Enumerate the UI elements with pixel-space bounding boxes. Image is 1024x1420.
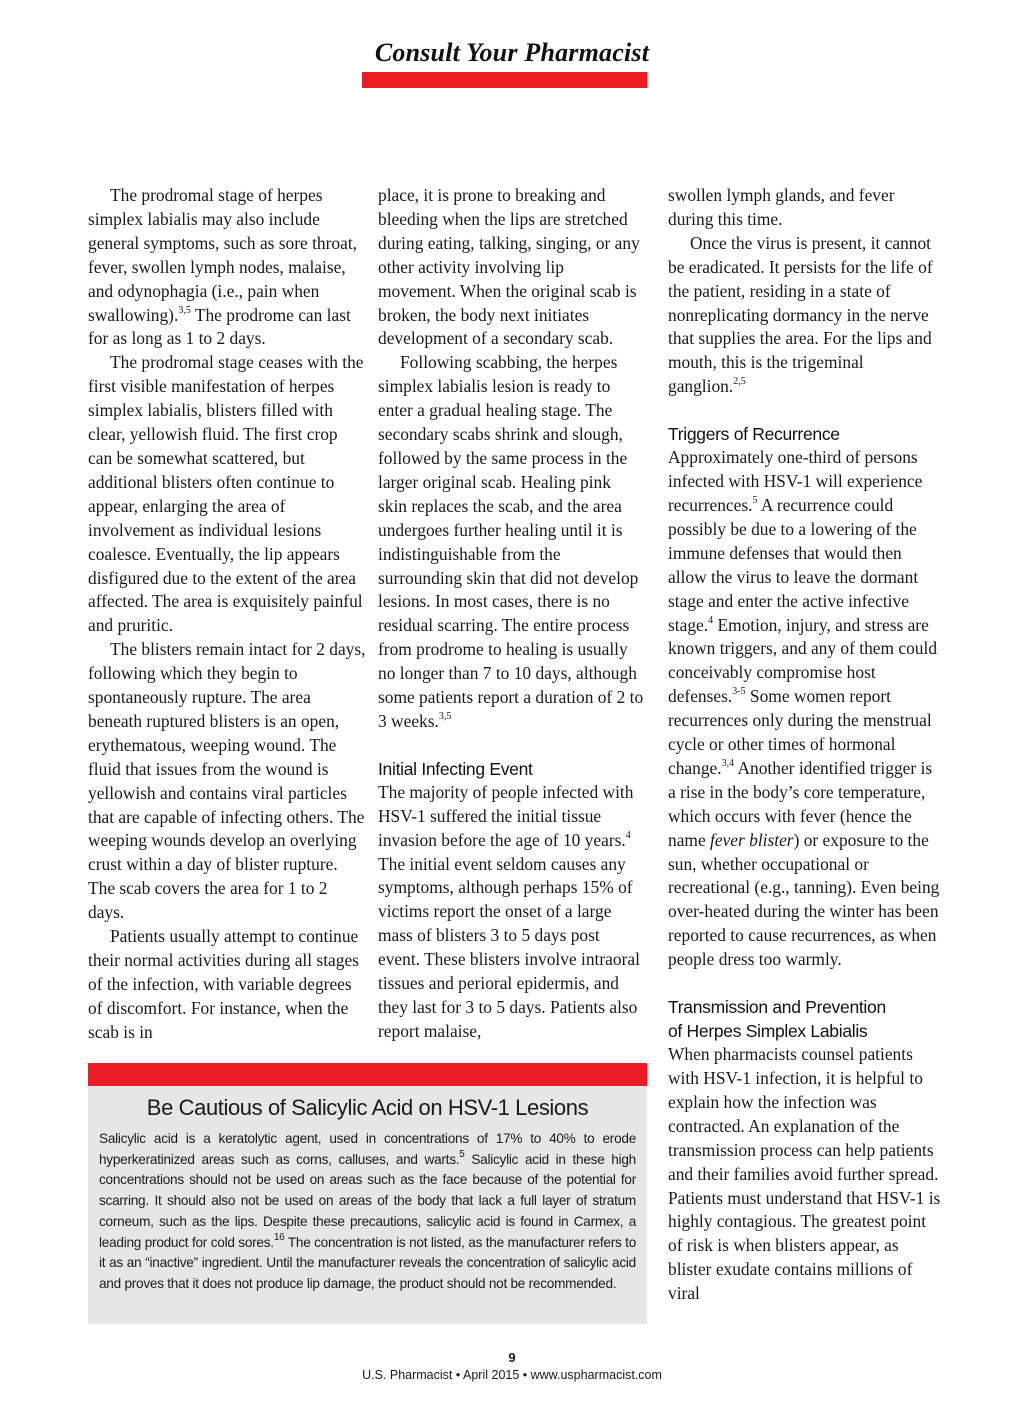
sidebar-accent-bar (88, 1063, 647, 1086)
footer-publication: U.S. Pharmacist • April 2015 • www.uspharmacist.com (362, 1368, 662, 1382)
paragraph: The blisters remain intact for 2 days, following which they begin to spontaneously rupture. The area beneath ruptured blisters is an open, erythematous, weeping wound. The fluid that issues from the wound is yellowish and contains viral particles that are capable of infecting others. The weeping wounds develop an overlying crust within a day of blister rupture. The scab covers the area for 1 to 2 days. (88, 639, 366, 923)
page-title: Consult Your Pharmacist (374, 38, 650, 67)
paragraph: When pharmacists counsel patients with HSV-1 infection, it is helpful to explain how the infection was contracted. An explanation of the transmission process can help patients and their families avoid further spread. Patients must understand that HSV-1 is highly contagious. The greatest point of risk is when blisters appear, as blister exudate contains millions of viral (668, 1044, 941, 1304)
paragraph: Approximately one-third of persons infected with HSV-1 will experience recurrences.$^5$ A recurrence could possibly be due to a lowering of the immune defenses that would then allow the virus to leave the dormant stage and enter the active infective stage.$^4$ Emotion, injury, and stress are known triggers, and any of them could conceivably compromise host defenses.$^{3-5}$ Some women report recurrences only during the menstrual cycle or other times of hormonal change.$^{3,4}$ Another identified trigger is a rise in the body’s core temperature, which occurs with fever (hence the name fever blister) or exposure to the sun, whether occupational or recreational (e.g., tanning). Even being over-heated during the winter has been reported to cause recurrences, as when people dress too warmly. (668, 447, 940, 970)
paragraph: Patients usually attempt to continue their normal activities during all stages of the infection, with variable degrees of discomfort. For instance, when the scab is in (88, 926, 359, 1042)
column-1 (88, 184, 366, 1045)
section-heading: Initial Infecting Event (378, 758, 533, 779)
paragraph: Once the virus is present, it cannot be eradicated. It persists for the life of the patient, residing in a state of nonreplicating dormancy in the nerve that supplies the area. For the lips and mouth, this is the trigeminal ganglion.$^{2,5}$ (668, 232, 933, 397)
header-accent-bar (362, 72, 647, 88)
sidebar-box (88, 1086, 647, 1324)
section-heading: Triggers of Recurrence (668, 424, 840, 445)
sidebar-body: Salicylic acid is a keratolytic agent, used in concentrations of 17% to 40% to erode hyperkeratinized areas such as corns, calluses, and warts.$^5$ Salicylic acid in these high concentrations should not be used on areas such as the face because of the potential for scarring. It should also not be used on areas of the body that lack a full layer of stratum corneum, such as the lips. Despite these precautions, salicylic acid is found in Carmex, a leading product for cold sores.$^{16}$ The concentration is not listed, as the manufacturer refers to it as an “inactive” ingredient. Until the manufacturer reveals the concentration of salicylic acid and proves that it does not produce lip damage, the product should not be recommended. (99, 1131, 637, 1291)
sidebar-title: Be Cautious of Salicylic Acid on HSV-1 Lesions (146, 1095, 589, 1120)
paragraph: The prodromal stage ceases with the first visible manifestation of herpes simplex labialis, blisters filled with clear, yellowish fluid. The first crop can be somewhat scattered, but additional blisters often continue to appear, enlarging the area of involvement as individual lesions coalesce. Eventually, the lip appears disfigured due to the extent of the area affected. The area is exquisitely painful and pruritic. (88, 352, 364, 636)
paragraph: Following scabbing, the herpes simplex labialis lesion is ready to enter a gradual healing stage. The secondary scabs shrink and slough, followed by the same process in the larger original scab. Healing pink skin replaces the scab, and the area undergoes further healing until it is indistinguishable from the surrounding skin that did not develop lesions. In most cases, there is no residual scarring. The entire process from prodrome to healing is usually no longer than 7 to 10 days, although some patients report a duration of 2 to 3 weeks.$^{3,5}$ (378, 352, 644, 731)
column-2 (378, 184, 644, 1044)
paragraph: The majority of people infected with HSV-1 suffered the initial tissue invasion before the age of 10 years.$^4$ The initial event seldom causes any symptoms, although perhaps 15% of victims report the onset of a large mass of blisters 3 to 5 days post event. These blisters involve intraoral tissues and perioral epidermis, and they last for 3 to 5 days. Patients also report malaise, (378, 781, 640, 1041)
paragraph: swollen lymph glands, and fever during this time. (668, 185, 895, 229)
paragraph: The prodromal stage of herpes simplex labialis may also include general symptoms, such as sore throat, fever, swollen lymph nodes, malaise, and odynophagia (i.e., pain when swallowing).$^{3,5}$ The prodrome can last for as long as 1 to 2 days. (88, 185, 358, 349)
column-3 (668, 184, 942, 1306)
section-heading: Transmission and Prevention of Herpes Simplex Labialis (668, 997, 886, 1042)
paragraph: place, it is prone to breaking and bleeding when the lips are stretched during eating, talking, singing, or any other activity involving lip movement. When the original scab is broken, the body next initiates development of a secondary scab. (378, 185, 640, 349)
page-number: 9 (508, 1350, 516, 1365)
